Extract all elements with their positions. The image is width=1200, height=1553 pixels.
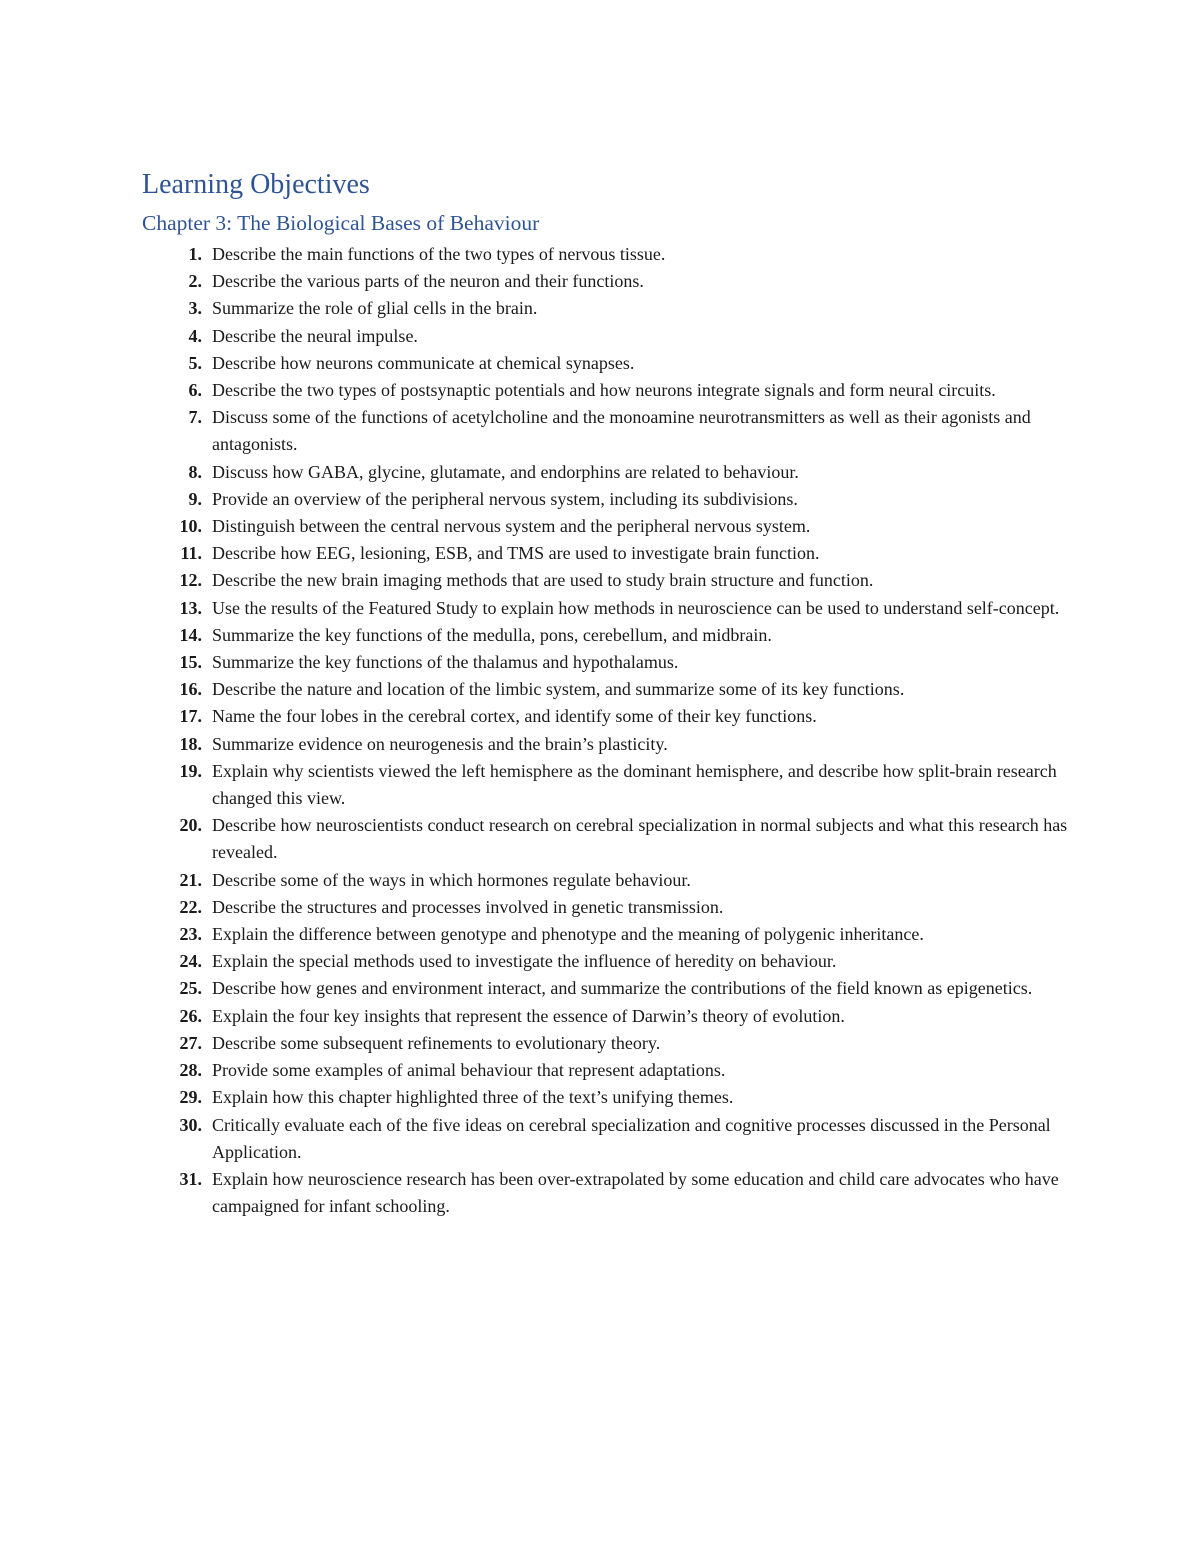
list-item-text: Distinguish between the central nervous system and the peripheral nervous system.	[212, 516, 811, 537]
list-item	[0, 758, 1200, 812]
list-item-text: Name the four lobes in the cerebral cortex, and identify some of their key functions.	[212, 706, 817, 727]
list-item	[0, 1166, 1200, 1220]
list-item	[0, 676, 1200, 703]
list-item	[0, 649, 1200, 676]
list-item-text: Discuss some of the functions of acetylcholine and the monoamine neurotransmitters as well as their agonists and antagonists.	[212, 407, 1031, 455]
chapter-heading: Chapter 3: The Biological Bases of Behaviour	[142, 211, 540, 235]
list-item-text: Provide an overview of the peripheral nervous system, including its subdivisions.	[212, 488, 798, 509]
list-item-text: Use the results of the Featured Study to explain how methods in neuroscience can be used to understand self-concept.	[212, 597, 1060, 618]
list-item-number: 28.	[179, 1060, 202, 1081]
list-item-text: Explain the difference between genotype and phenotype and the meaning of polygenic inheritance.	[212, 924, 924, 945]
list-item-text: Summarize evidence on neurogenesis and the brain’s plasticity.	[212, 733, 668, 754]
list-item	[0, 1003, 1200, 1030]
list-item	[0, 867, 1200, 894]
list-item	[0, 921, 1200, 948]
list-item-text: Explain how neuroscience research has been over-extrapolated by some education and child care advocates who have campaigned for infant schooling.	[212, 1168, 1059, 1217]
list-item-text: Describe some subsequent refinements to evolutionary theory.	[212, 1032, 661, 1053]
list-item-text: Describe the various parts of the neuron and their functions.	[212, 271, 644, 292]
list-item	[0, 975, 1200, 1002]
list-item-number: 7.	[188, 407, 202, 428]
list-item-text: Describe the two types of postsynaptic potentials and how neurons integrate signals and form neural circuits.	[212, 380, 996, 401]
list-item-number: 17.	[179, 706, 202, 727]
list-item-number: 12.	[179, 570, 202, 591]
list-item-number: 19.	[179, 760, 202, 781]
list-item-text: Provide some examples of animal behaviour that represent adaptations.	[212, 1060, 726, 1081]
list-item-number: 13.	[179, 597, 202, 618]
list-item-text: Describe how genes and environment interact, and summarize the contributions of the field known as epigenetics.	[212, 978, 1033, 999]
list-item-text: Explain the special methods used to investigate the influence of heredity on behaviour.	[212, 951, 837, 972]
list-item-text: Describe the nature and location of the limbic system, and summarize some of its key functions.	[212, 679, 905, 700]
list-item-text: Describe how EEG, lesioning, ESB, and TMS are used to investigate brain function.	[212, 543, 820, 564]
list-item	[0, 323, 1200, 350]
list-item	[0, 1112, 1200, 1166]
list-item	[0, 703, 1200, 730]
list-item-number: 24.	[179, 951, 202, 972]
list-item-text: Summarize the role of glial cells in the brain.	[212, 298, 538, 319]
list-item-number: 4.	[188, 325, 202, 346]
list-item-number: 16.	[179, 679, 202, 700]
list-item-text: Describe how neurons communicate at chemical synapses.	[212, 352, 635, 373]
list-item-number: 15.	[179, 652, 202, 673]
list-item-text: Explain why scientists viewed the left hemisphere as the dominant hemisphere, and describe how split-brain research changed this view.	[212, 760, 1057, 809]
learning-objectives-list	[0, 241, 1200, 1220]
list-item-number: 8.	[188, 461, 202, 482]
list-item-number: 11.	[180, 543, 202, 564]
list-item-number: 9.	[188, 488, 202, 509]
list-item-number: 3.	[188, 298, 202, 319]
list-item-number: 30.	[179, 1114, 202, 1135]
list-item-text: Describe the structures and processes involved in genetic transmission.	[212, 896, 724, 917]
list-item-text: Describe how neuroscientists conduct research on cerebral specialization in normal subjects and what this research has revealed.	[212, 815, 1068, 863]
list-item-text: Describe some of the ways in which hormones regulate behaviour.	[212, 869, 691, 890]
list-item	[0, 377, 1200, 404]
list-item	[0, 295, 1200, 322]
list-item-number: 21.	[179, 869, 202, 890]
list-item	[0, 404, 1200, 458]
list-item	[0, 595, 1200, 622]
list-item-text: Describe the new brain imaging methods that are used to study brain structure and function.	[212, 570, 874, 591]
list-item-number: 22.	[179, 896, 202, 917]
list-item-number: 20.	[179, 815, 202, 836]
list-item	[0, 513, 1200, 540]
list-item-number: 26.	[179, 1005, 202, 1026]
list-item-number: 14.	[179, 624, 202, 645]
list-item-text: Discuss how GABA, glycine, glutamate, and endorphins are related to behaviour.	[212, 461, 799, 482]
list-item-number: 25.	[179, 978, 202, 999]
list-item	[0, 350, 1200, 377]
list-item-number: 1.	[188, 244, 202, 264]
list-item-number: 31.	[179, 1168, 202, 1189]
list-item-text: Describe the neural impulse.	[212, 325, 418, 346]
list-item-number: 23.	[179, 924, 202, 945]
list-item	[0, 948, 1200, 975]
list-item-text: Explain the four key insights that represent the essence of Darwin’s theory of evolution.	[212, 1005, 845, 1026]
list-item-text: Summarize the key functions of the thalamus and hypothalamus.	[212, 652, 679, 673]
list-item-text: Critically evaluate each of the five ideas on cerebral specialization and cognitive processes discussed in the Personal Application.	[212, 1114, 1051, 1162]
list-item	[0, 459, 1200, 486]
list-item	[0, 567, 1200, 594]
list-item	[0, 1030, 1200, 1057]
list-item	[0, 731, 1200, 758]
list-item-number: 29.	[179, 1087, 202, 1108]
list-item	[0, 1057, 1200, 1084]
list-item-number: 18.	[179, 733, 202, 754]
list-item-text: Summarize the key functions of the medulla, pons, cerebellum, and midbrain.	[212, 624, 772, 645]
list-item	[0, 622, 1200, 649]
list-item-number: 6.	[188, 380, 202, 401]
document-title: Learning Objectives	[142, 169, 370, 200]
list-item-number: 5.	[188, 352, 202, 373]
list-item	[0, 1084, 1200, 1111]
list-item	[0, 812, 1200, 866]
list-item	[0, 894, 1200, 921]
list-item-number: 10.	[179, 516, 202, 537]
list-item	[0, 540, 1200, 567]
list-item	[0, 241, 1200, 268]
list-item	[0, 268, 1200, 295]
list-item-number: 2.	[188, 271, 202, 292]
list-item	[0, 486, 1200, 513]
list-item-number: 27.	[179, 1032, 202, 1053]
list-item-text: Describe the main functions of the two types of nervous tissue.	[212, 244, 666, 264]
list-item-text: Explain how this chapter highlighted three of the text’s unifying themes.	[212, 1087, 734, 1108]
